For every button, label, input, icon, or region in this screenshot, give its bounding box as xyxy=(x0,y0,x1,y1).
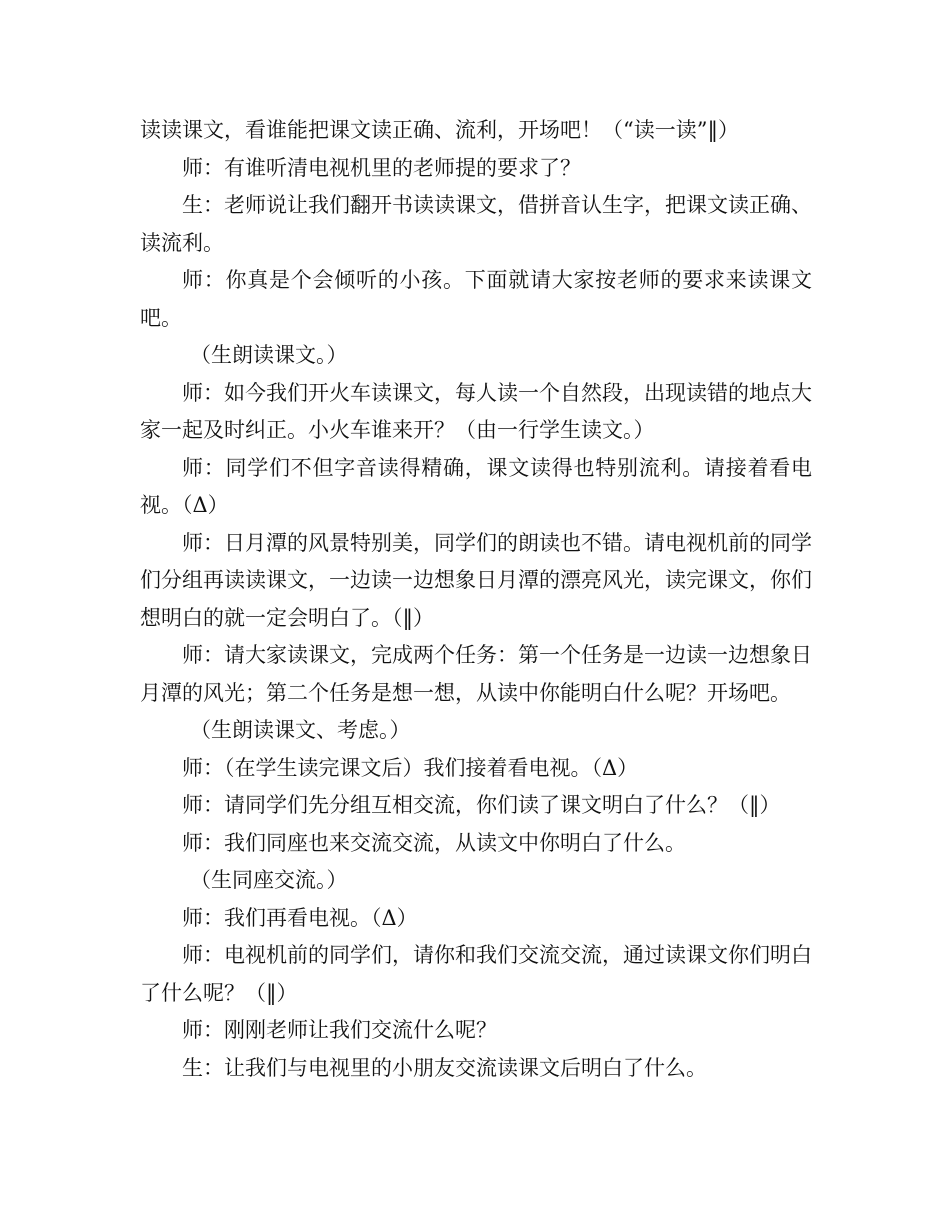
paragraph-teacher: 师：我们同座也来交流交流，从读文中你明白了什么。 xyxy=(182,830,686,855)
paragraph-teacher: 师：你真是个会倾听的小孩。下面就请大家按老师的要求来读课文吧。 xyxy=(140,268,812,330)
paragraph-teacher: 师：刚刚老师让我们交流什么呢？ xyxy=(182,1018,497,1042)
paragraph-teacher: 师：同学们不但字音读得精确，课文读得也特别流利。请接着看电视。（Δ） xyxy=(140,455,812,517)
paragraph-teacher: 师：请大家读课文，完成两个任务：第一个任务是一边读一边想象日月潭的风光；第二个任务是想一想，从读中你能明白什么呢？开场吧。 xyxy=(140,643,812,705)
paragraph-student: 生：让我们与电视里的小朋友交流读课文后明白了什么。 xyxy=(182,1055,707,1080)
paragraph-teacher: 师：电视机前的同学们，请你和我们交流交流，通过读课文你们明白了什么呢？（‖） xyxy=(140,943,812,1005)
paragraph-student: 生：老师说让我们翻开书读读课文，借拼音认生字，把课文读正确、读流利。 xyxy=(140,193,812,255)
paragraph-stage-direction: （生朗读课文、考虑。） xyxy=(190,718,411,742)
paragraph-stage-direction: （生同座交流。） xyxy=(190,868,348,892)
paragraph-teacher: 师：日月潭的风景特别美，同学们的朗读也不错。请电视机前的同学们分组再读读课文，一边读一边想象日月潭的漂亮风光，读完课文，你们想明白的就一定会明白了。（‖） xyxy=(140,530,812,630)
paragraph-teacher: 师：我们再看电视。（Δ） xyxy=(182,905,418,930)
document-page xyxy=(140,112,812,1087)
paragraph-continuation: 读读课文，看谁能把课文读正确、流利，开场吧！（“读一读”‖） xyxy=(140,118,739,142)
paragraph-teacher: 师：如今我们开火车读课文，每人读一个自然段，出现读错的地点大家一起及时纠正。小火车谁来开？（由一行学生读文。） xyxy=(140,380,812,442)
paragraph-stage-direction: （生朗读课文。） xyxy=(190,343,348,367)
paragraph-teacher: 师：有谁听清电视机里的老师提的要求了？ xyxy=(182,155,581,180)
paragraph-teacher: 师：（在学生读完课文后）我们接着看电视。（Δ） xyxy=(182,755,639,780)
paragraph-teacher: 师：请同学们先分组互相交流，你们读了课文明白了什么？（‖） xyxy=(182,793,781,817)
